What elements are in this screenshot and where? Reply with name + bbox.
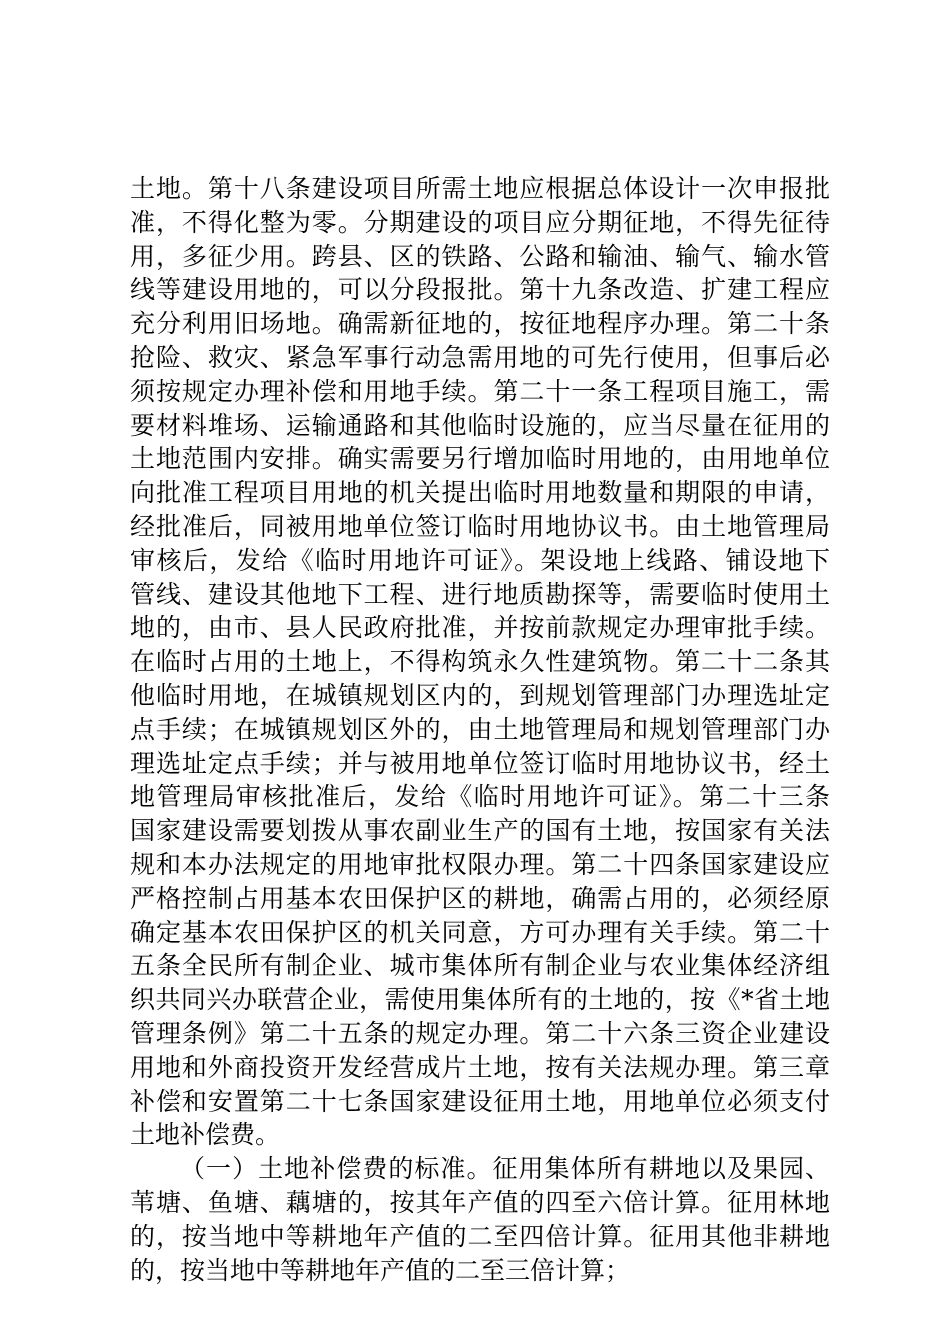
text-line: 严格控制占用基本农田保护区的耕地，确需占用的，必须经原 [130,883,830,913]
text-line: 在临时占用的土地上，不得构筑永久性建筑物。第二十二条其 [130,647,830,677]
text-line: 管线、建设其他地下工程、进行地质勘探等，需要临时使用土 [130,579,830,609]
text-line: 他临时用地，在城镇规划区内的，到规划管理部门办理选址定 [130,680,830,710]
text-line: 用，多征少用。跨县、区的铁路、公路和输油、输气、输水管 [130,241,830,271]
text-line: 土地范围内安排。确实需要另行增加临时用地的，由用地单位 [130,444,830,474]
text-line: 经批准后，同被用地单位签订临时用地协议书。由土地管理局 [130,511,830,541]
text-line: 抢险、救灾、紧急军事行动急需用地的可先行使用，但事后必 [130,342,830,372]
text-line: 理选址定点手续；并与被用地单位签订临时用地协议书，经土 [130,748,830,778]
text-line: 要材料堆场、运输通路和其他临时设施的，应当尽量在征用的 [130,410,830,440]
text-line: 补偿和安置第二十七条国家建设征用土地，用地单位必须支付 [130,1086,830,1116]
text-line: 地的，由市、县人民政府批准，并按前款规定办理审批手续。 [130,613,830,643]
text-line: 地管理局审核批准后，发给《临时用地许可证》。第二十三条 [130,782,830,812]
text-line: 五条全民所有制企业、城市集体所有制企业与农业集体经济组 [130,951,830,981]
text-line: 苇塘、鱼塘、藕塘的，按其年产值的四至六倍计算。征用林地 [130,1187,830,1217]
text-line: 线等建设用地的，可以分段报批。第十九条改造、扩建工程应 [130,275,830,305]
text-line: 点手续；在城镇规划区外的，由土地管理局和规划管理部门办 [130,714,830,744]
paragraph-2 [130,1152,830,1287]
text-line: 审核后，发给《临时用地许可证》。架设地上线路、铺设地下 [130,545,830,575]
text-line: 须按规定办理补偿和用地手续。第二十一条工程项目施工，需 [130,376,830,406]
text-line: 向批准工程项目用地的机关提出临时用地数量和期限的申请， [130,478,830,508]
text-line: 管理条例》第二十五条的规定办理。第二十六条三资企业建设 [130,1018,830,1048]
text-line: 充分利用旧场地。确需新征地的，按征地程序办理。第二十条 [130,309,830,339]
text-line: 土地补偿费。 [130,1120,281,1150]
text-line: 规和本办法规定的用地审批权限办理。第二十四条国家建设应 [130,849,830,879]
text-line: 用地和外商投资开发经营成片土地，按有关法规办理。第三章 [130,1052,830,1082]
document-body [130,172,830,1287]
text-line: 确定基本农田保护区的机关同意，方可办理有关手续。第二十 [130,917,830,947]
text-line: 的，按当地中等耕地年产值的二至三倍计算； [130,1255,631,1285]
text-line: 织共同兴办联营企业，需使用集体所有的土地的，按《*省土地 [130,985,830,1015]
text-line: （一）土地补偿费的标准。征用集体所有耕地以及果园、 [180,1154,830,1184]
text-line: 国家建设需要划拨从事农副业生产的国有土地，按国家有关法 [130,816,830,846]
text-line: 准，不得化整为零。分期建设的项目应分期征地，不得先征待 [130,207,830,237]
text-line: 土地。第十八条建设项目所需土地应根据总体设计一次申报批 [130,174,830,203]
text-line: 的，按当地中等耕地年产值的二至四倍计算。征用其他非耕地 [130,1221,830,1251]
paragraph-1 [130,172,830,1152]
